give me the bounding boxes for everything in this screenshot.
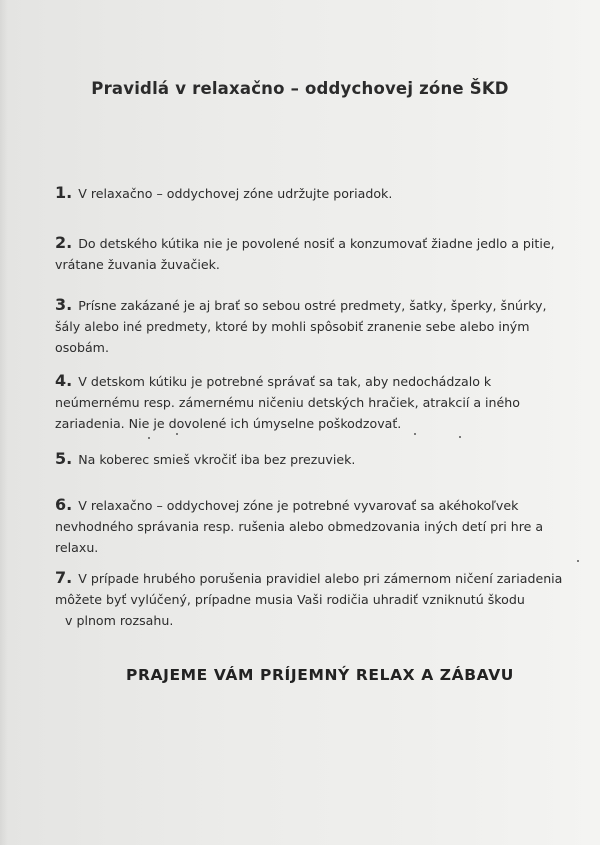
rule-6-line-3: relaxu. xyxy=(55,540,99,555)
rule-6 xyxy=(55,494,555,558)
closing-slogan: PRAJEME VÁM PRÍJEMNÝ RELAX A ZÁBAVU xyxy=(126,666,514,684)
rule-7-line-2: môžete byť vylúčený, prípadne musia Vaši rodičia uhradiť vzniknutú škodu xyxy=(55,592,525,607)
rule-3-text-1: Prísne zakázané je aj brať so sebou ostré predmety, šatky, šperky, šnúrky, xyxy=(78,298,547,313)
rule-2-number: 2. xyxy=(55,233,73,252)
rule-3-line-1 xyxy=(55,294,555,316)
paper-speck xyxy=(459,436,461,438)
paper-speck xyxy=(577,560,579,562)
rule-4-line-1 xyxy=(55,370,555,392)
rule-6-line-1 xyxy=(55,494,555,516)
rule-2-line-2: vrátane žuvania žuvačiek. xyxy=(55,257,220,272)
rule-3-line-2: šály alebo iné predmety, ktoré by mohli spôsobiť zranenie sebe alebo iným xyxy=(55,319,530,334)
rule-3-line-3: osobám. xyxy=(55,340,109,355)
rule-7-text-1: V prípade hrubého porušenia pravidiel alebo pri zámernom ničení zariadenia xyxy=(78,571,563,586)
rule-4-line-3: zariadenia. Nie je dovolené ich úmyselne poškodzovať. xyxy=(55,416,402,431)
rule-7-line-1 xyxy=(55,567,563,589)
rule-6-text-1: V relaxačno – oddychovej zóne je potrebné vyvarovať sa akéhokoľvek xyxy=(78,498,519,513)
rule-5-line-1 xyxy=(55,448,555,470)
rule-1-line-1 xyxy=(55,182,555,204)
notice-title: Pravidlá v relaxačno – oddychovej zóne ŠKD xyxy=(91,79,509,98)
rule-4-text-1: V detskom kútiku je potrebné správať sa tak, aby nedochádzalo k xyxy=(78,374,492,389)
rule-5-number: 5. xyxy=(55,449,73,468)
rule-1 xyxy=(55,182,555,204)
rule-5-text: Na koberec smieš vkročiť iba bez prezuviek. xyxy=(78,452,356,467)
rule-3-number: 3. xyxy=(55,295,73,314)
rule-2-line-1 xyxy=(55,232,555,254)
paper-shadow-edge xyxy=(0,0,8,845)
rule-4-line-2: neúmernému resp. zámernému ničeniu detských hračiek, atrakcií a iného xyxy=(55,395,520,410)
rule-7-line-3: v plnom rozsahu. xyxy=(65,613,174,628)
rule-6-number: 6. xyxy=(55,495,73,514)
paper-speck xyxy=(176,433,178,435)
rule-3 xyxy=(55,294,555,358)
rule-4-number: 4. xyxy=(55,371,73,390)
rule-6-line-2: nevhodného správania resp. rušenia alebo obmedzovania iných detí pri hre a xyxy=(55,519,544,534)
rule-1-text: V relaxačno – oddychovej zóne udržujte poriadok. xyxy=(78,186,393,201)
rule-7-number: 7. xyxy=(55,568,73,587)
paper-speck xyxy=(148,437,150,439)
rule-1-number: 1. xyxy=(55,183,73,202)
rule-2-text-1: Do detského kútika nie je povolené nosiť a konzumovať žiadne jedlo a pitie, xyxy=(78,236,555,251)
rule-7 xyxy=(55,567,563,631)
paper-speck xyxy=(414,433,416,435)
rule-5 xyxy=(55,448,555,470)
rule-2 xyxy=(55,232,555,275)
rule-4 xyxy=(55,370,555,434)
